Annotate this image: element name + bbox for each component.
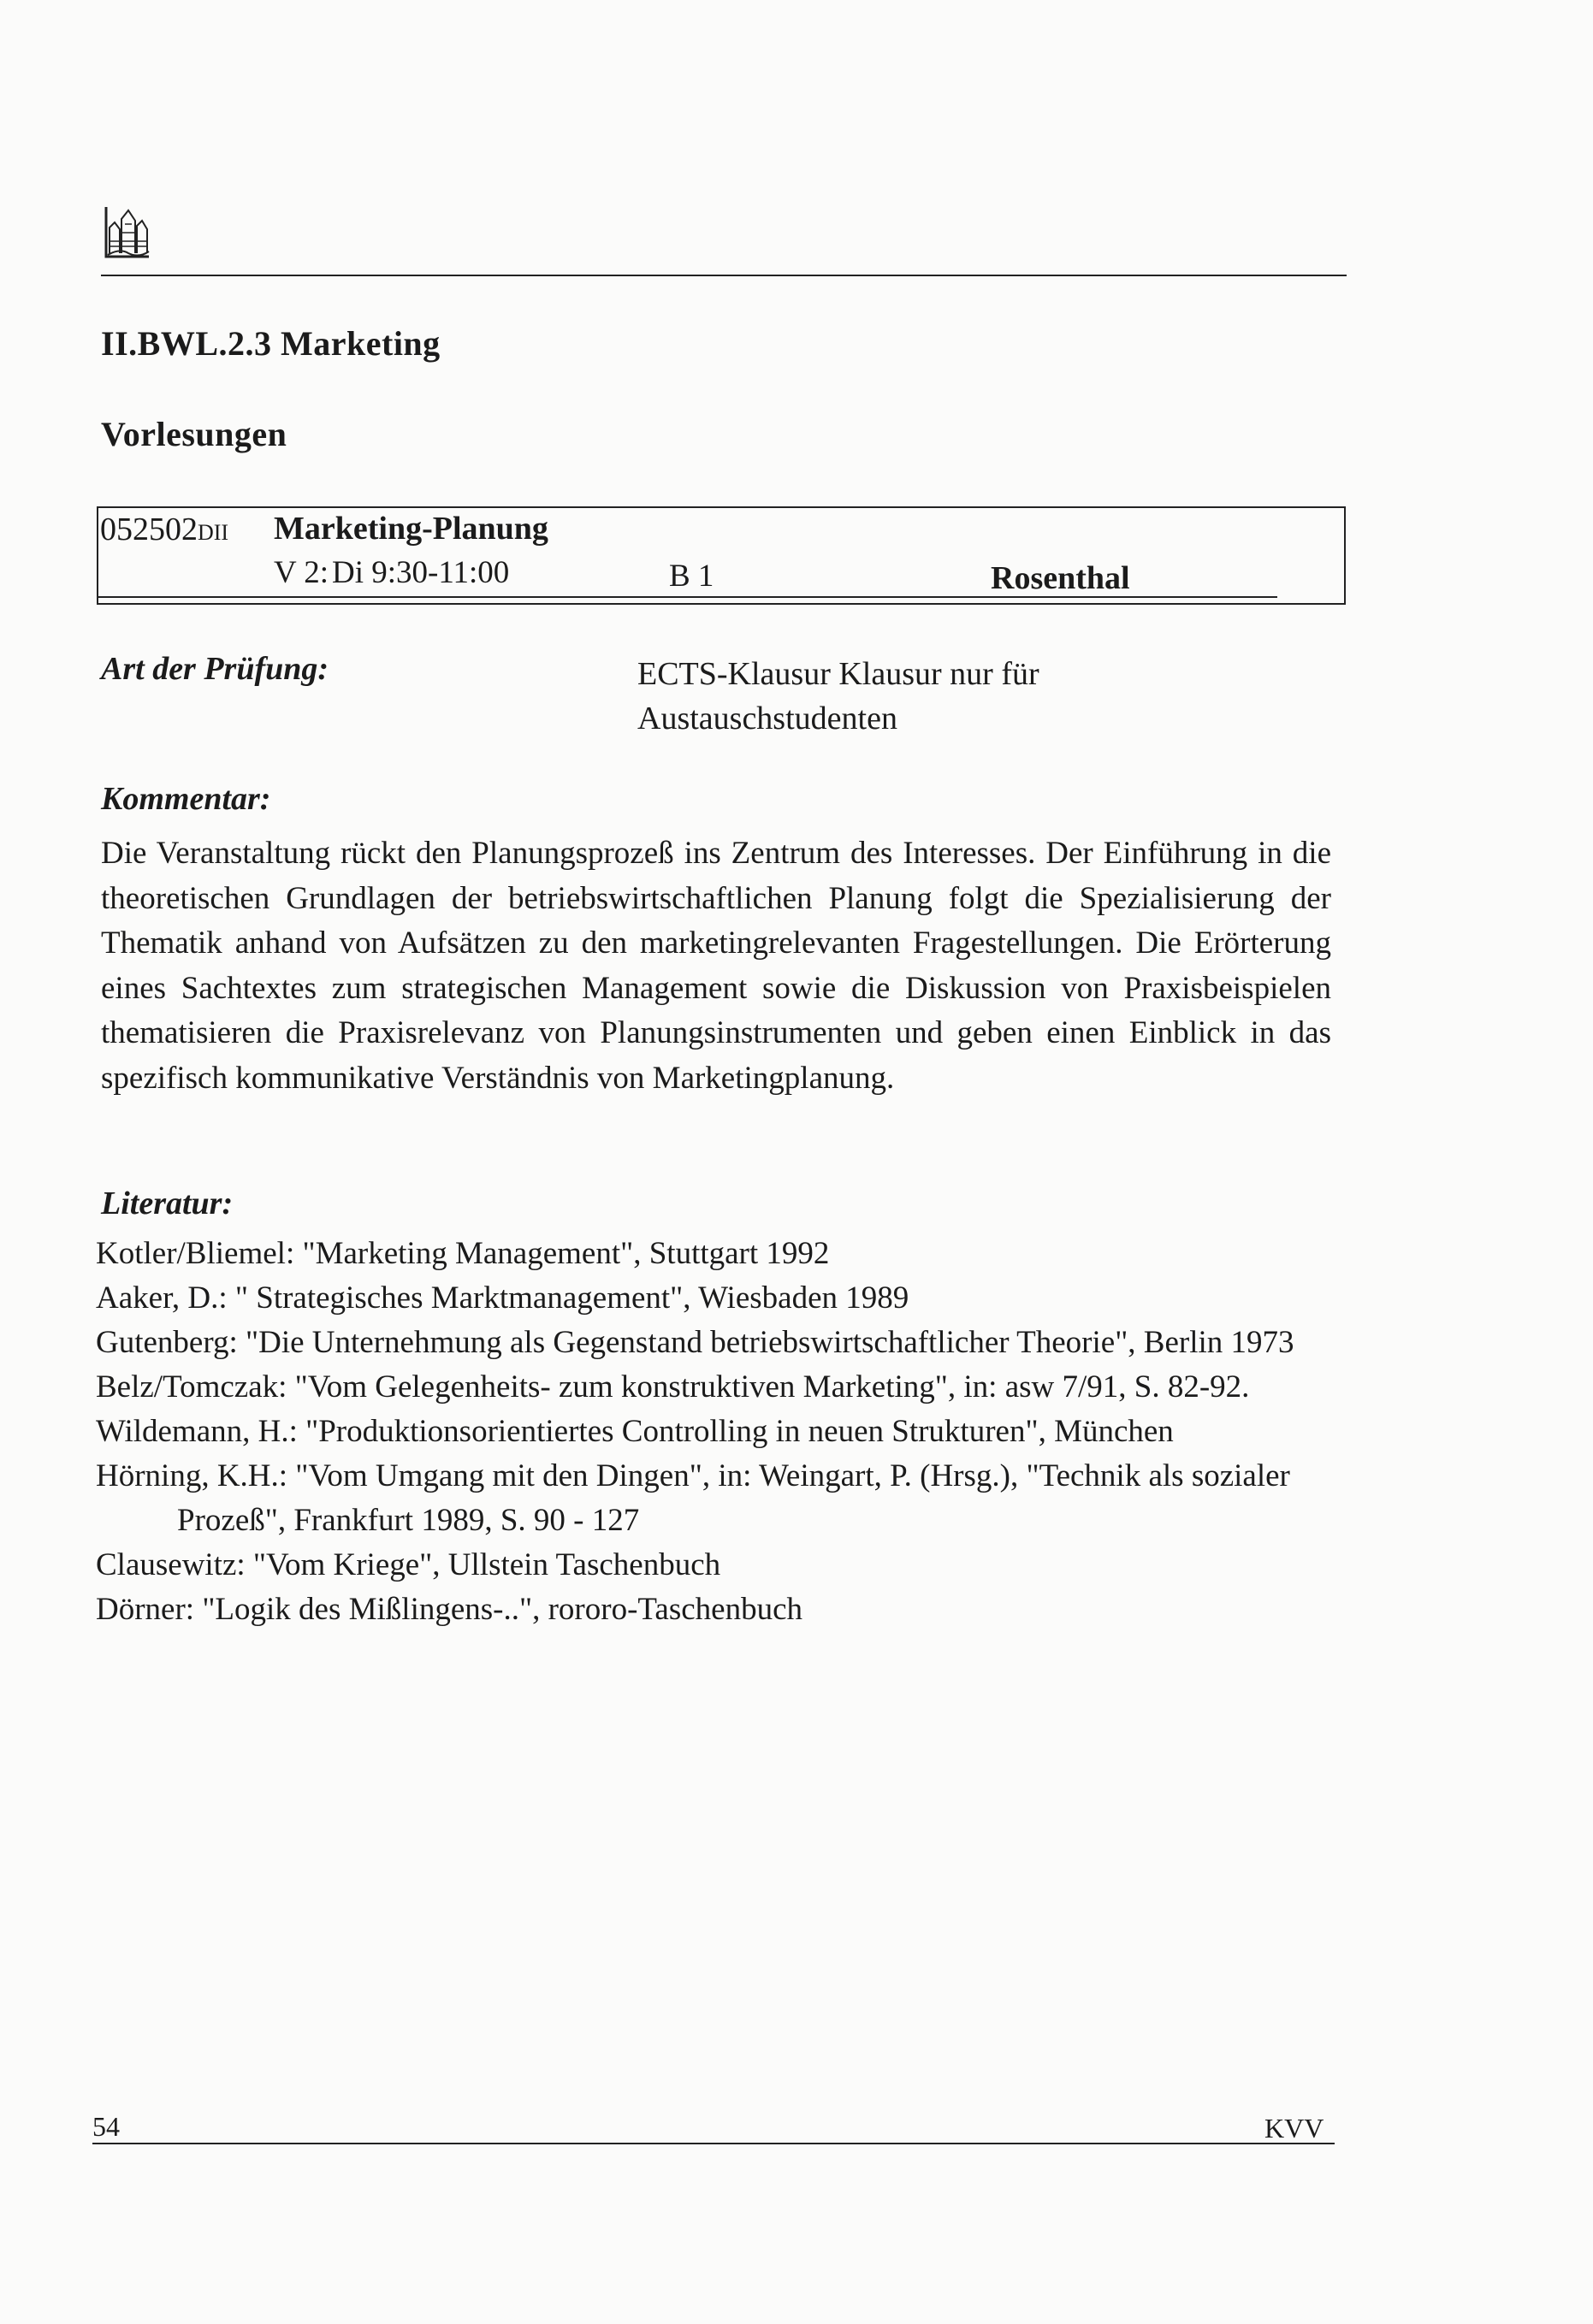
footer-label: KVV [1264,2113,1324,2144]
literature-entry: Wildemann, H.: "Produktionsorientiertes Controlling in neuen Strukturen", München [96,1414,1174,1449]
footer-rule [92,2143,1335,2144]
literature-entry: Kotler/Bliemel: "Marketing Management", Stuttgart 1992 [96,1236,830,1271]
literature-entry: Hörning, K.H.: "Vom Umgang mit den Dingen", in: Weingart, P. (Hrsg.), "Technik als sozialer Prozeß", Frankfurt 1989, S. 90 - 127 [96,1458,1290,1538]
literature-list [96,1232,1353,1632]
course-number [100,511,228,548]
course-name: Marketing-Planung [274,511,548,547]
course-room: B 1 [669,559,714,594]
exam-value: ECTS-Klausur Klausur nur für Austauschstudenten [637,656,1039,736]
exam-label: Art der Prüfung: [101,651,329,687]
university-logo-icon [103,204,152,262]
comment-text: Die Veranstaltung rückt den Planungsprozeß ins Zentrum des Interesses. Der Einführung in die theoretischen Grundlagen der betriebswirtschaftlichen Planung folgt die Spezialisierung der Thematik anhand von Aufsätzen zu den marketingrelevanten Fragestellungen. Die Erörterung eines Sachtextes zum strategischen Management sowie die Diskussion von Praxisbeispielen thematisieren die Praxisrelevanz von Planungsinstrumenten und geben einen Einblick in das spezifisch kommunikative Verständnis von Marketingplanung. [101,836,1331,1096]
course-number-suffix: DII [198,520,229,545]
literature-label: Literatur: [101,1186,234,1221]
comment-label: Kommentar: [101,781,271,817]
header-rule [101,275,1347,276]
literature-entry: Gutenberg: "Die Unternehmung als Gegenstand betriebswirtschaftlicher Theorie", Berlin 1973 [96,1325,1294,1360]
literature-entry: Clausewitz: "Vom Kriege", Ullstein Taschenbuch [96,1547,721,1582]
course-type: V 2: [274,555,329,590]
literature-entry: Aaker, D.: " Strategisches Marktmanagement", Wiesbaden 1989 [96,1280,909,1316]
course-number-value: 052502 [100,512,198,547]
literature-entry: Belz/Tomczak: "Vom Gelegenheits- zum konstruktiven Marketing", in: asw 7/91, S. 82-92. [96,1369,1250,1404]
course-time: Di 9:30-11:00 [332,555,510,590]
subsection-title: Vorlesungen [101,415,287,453]
section-title: II.BWL.2.3 Marketing [101,324,441,363]
course-lecturer: Rosenthal [991,560,1130,596]
page-number: 54 [92,2111,120,2142]
literature-entry: Dörner: "Logik des Mißlingens-..", rororo-Taschenbuch [96,1592,802,1627]
